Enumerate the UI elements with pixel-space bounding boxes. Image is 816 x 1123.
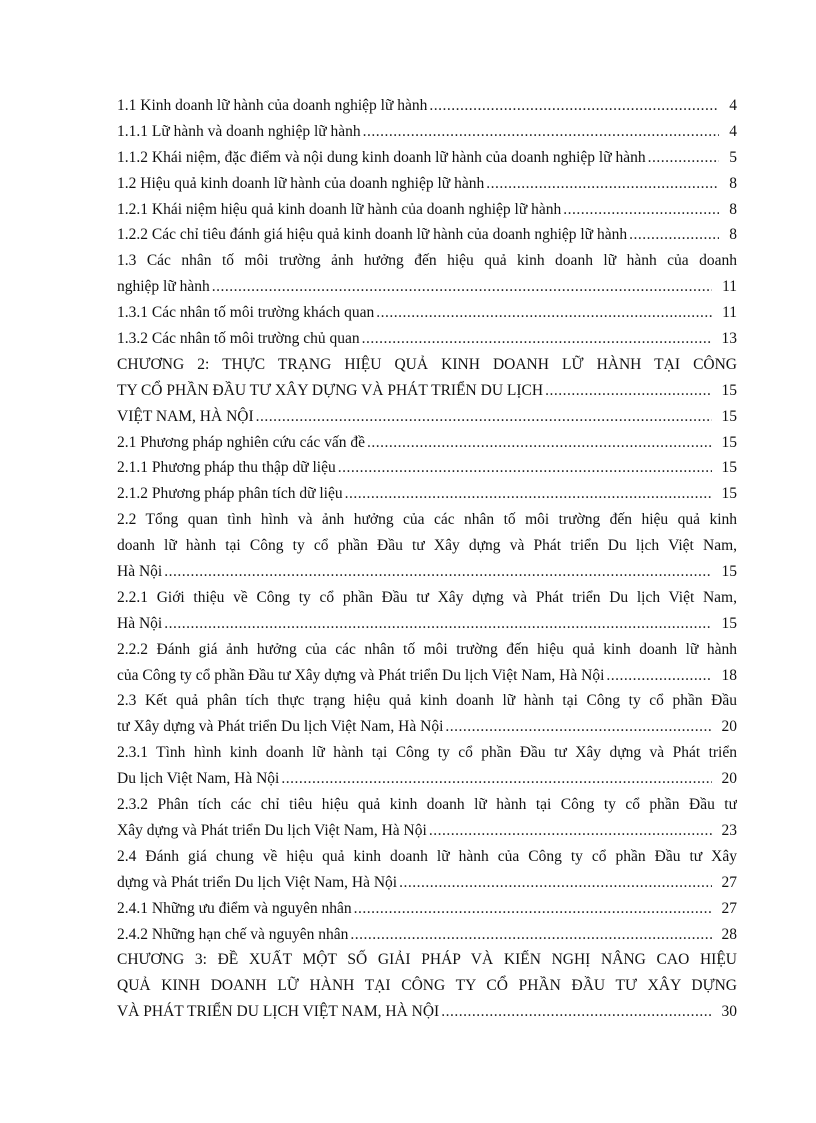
toc-entry[interactable]	[117, 585, 737, 611]
toc-entry-text: 2.4 Đánh giá chung về hiệu quả kinh doanh lữ hành của Công ty cổ phần Đầu tư Xây	[117, 847, 737, 865]
toc-entry-text: 1.1.1 Lữ hành và doanh nghiệp lữ hành	[117, 122, 361, 140]
toc-dot-leader	[427, 818, 712, 844]
toc-entry[interactable]	[117, 533, 737, 559]
toc-dot-leader	[360, 326, 712, 352]
toc-page-number: 20	[721, 770, 737, 788]
toc-entry[interactable]	[117, 481, 737, 507]
toc-page-number: 15	[721, 433, 737, 451]
toc-dot-leader	[343, 481, 712, 507]
toc-entry-text: Hà Nội	[117, 563, 163, 581]
toc-entry[interactable]	[117, 999, 737, 1025]
toc-entry-text: 1.3 Các nhân tố môi trường ảnh hưởng đến hiệu quả kinh doanh lữ hành của doanh	[117, 252, 737, 270]
toc-page-number: 11	[722, 278, 737, 296]
toc-entry[interactable]	[117, 352, 737, 378]
toc-entry[interactable]	[117, 611, 737, 637]
toc-entry-text: 2.1 Phương pháp nghiên cứu các vấn đề	[117, 433, 365, 451]
toc-entry-text: 2.1.1 Phương pháp thu thập dữ liệu	[117, 459, 336, 477]
toc-entry-text: VIỆT NAM, HÀ NỘI	[117, 407, 254, 425]
toc-entry[interactable]	[117, 637, 737, 663]
toc-entry-text: 2.4.2 Những hạn chế và nguyên nhân	[117, 925, 349, 943]
toc-entry-text: dựng và Phát triển Du lịch Việt Nam, Hà Nội	[117, 873, 398, 891]
toc-dot-leader	[210, 274, 712, 300]
toc-page-number: 11	[722, 304, 737, 322]
toc-dot-leader	[646, 145, 720, 171]
toc-entry[interactable]	[117, 766, 737, 792]
toc-entry[interactable]	[117, 922, 737, 948]
toc-page-number: 4	[729, 97, 737, 114]
toc-dot-leader	[443, 714, 711, 740]
toc-entry[interactable]	[117, 119, 737, 145]
toc-entry-text: CHƯƠNG 3: ĐỀ XUẤT MỘT SỐ GIẢI PHÁP VÀ KIẾN NGHỊ NÂNG CAO HIỆU	[117, 951, 737, 969]
toc-entry-text: 1.2.2 Các chỉ tiêu đánh giá hiệu quả kinh doanh lữ hành của doanh nghiệp lữ hành	[117, 226, 628, 244]
toc-entry[interactable]	[117, 714, 737, 740]
toc-entry-text: Xây dựng và Phát triển Du lịch Việt Nam, Hà Nội	[117, 821, 427, 839]
toc-dot-leader	[254, 404, 712, 430]
toc-dot-leader	[348, 922, 711, 948]
toc-entry-text: CHƯƠNG 2: THỰC TRẠNG HIỆU QUẢ KINH DOANH LỮ HÀNH TẠI CÔNG	[117, 355, 737, 373]
toc-entry-text: 1.3.1 Các nhân tố môi trường khách quan	[117, 304, 375, 322]
toc-page-number: 27	[721, 899, 737, 917]
toc-entry[interactable]	[117, 300, 737, 326]
toc-entry[interactable]	[117, 248, 737, 274]
toc-entry-text: TY CỔ PHẦN ĐẦU TƯ XÂY DỰNG VÀ PHÁT TRIỂN DU LỊCH	[117, 381, 544, 399]
toc-entry[interactable]	[117, 222, 737, 248]
toc-entry-text: tư Xây dựng và Phát triển Du lịch Việt Nam, Hà Nội	[117, 718, 444, 736]
toc-entry[interactable]	[117, 559, 737, 585]
toc-dot-leader	[543, 378, 711, 404]
toc-entry[interactable]	[117, 507, 737, 533]
toc-entry-text: 1.1 Kinh doanh lữ hành của doanh nghiệp lữ hành	[117, 97, 428, 114]
toc-entry[interactable]	[117, 455, 737, 481]
toc-entry[interactable]	[117, 973, 737, 999]
toc-page-number: 8	[729, 174, 737, 192]
toc-entry[interactable]	[117, 171, 737, 197]
toc-entry[interactable]	[117, 326, 737, 352]
toc-dot-leader	[397, 870, 711, 896]
toc-page-number: 8	[729, 226, 737, 244]
toc-entry-text: 2.3 Kết quả phân tích thực trạng hiệu quả kinh doanh lữ hành tại Công ty cổ phần Đầu	[117, 692, 737, 710]
toc-entry-text: VÀ PHÁT TRIỂN DU LỊCH VIỆT NAM, HÀ NỘI	[117, 1003, 440, 1021]
toc-page-number: 15	[721, 614, 737, 632]
toc-entry[interactable]	[117, 870, 737, 896]
toc-page-number: 27	[721, 873, 737, 891]
toc-entry[interactable]	[117, 792, 737, 818]
toc-entry-text: 2.2 Tổng quan tình hình và ảnh hưởng của các nhân tố môi trường đến hiệu quả kinh	[117, 511, 737, 529]
toc-entry-text: 2.2.2 Đánh giá ảnh hưởng của các nhân tố môi trường đến hiệu quả kinh doanh lữ hành	[117, 640, 737, 658]
toc-entry-text: 2.4.1 Những ưu điểm và nguyên nhân	[117, 899, 352, 917]
toc-entry-text: 1.2 Hiệu quả kinh doanh lữ hành của doanh nghiệp lữ hành	[117, 174, 485, 192]
toc-entry[interactable]	[117, 404, 737, 430]
toc-entry[interactable]	[117, 688, 737, 714]
toc-entry[interactable]	[117, 844, 737, 870]
toc-entry-text: nghiệp lữ hành	[117, 278, 210, 296]
toc-page-number: 5	[729, 148, 737, 166]
toc-entry-text: 2.2.1 Giới thiệu về Công ty cổ phần Đầu tư Xây dựng và Phát triển Du lịch Việt Nam,	[117, 588, 737, 606]
table-of-contents	[117, 93, 737, 1025]
toc-dot-leader	[365, 430, 712, 456]
toc-page-number: 15	[721, 407, 737, 425]
toc-entry[interactable]	[117, 378, 737, 404]
toc-entry-text: 2.1.2 Phương pháp phân tích dữ liệu	[117, 485, 343, 503]
toc-dot-leader	[627, 222, 719, 248]
toc-entry[interactable]	[117, 896, 737, 922]
toc-entry-text: QUẢ KINH DOANH LỮ HÀNH TẠI CÔNG TY CỔ PHẦN ĐẦU TƯ XÂY DỰNG	[117, 977, 737, 995]
toc-page-number: 20	[721, 718, 737, 736]
toc-entry-text: của Công ty cổ phần Đầu tư Xây dựng và Phát triển Du lịch Việt Nam, Hà Nội	[117, 666, 605, 684]
toc-dot-leader	[439, 999, 711, 1025]
toc-entry-text: 1.2.1 Khái niệm hiệu quả kinh doanh lữ hành của doanh nghiệp lữ hành	[117, 200, 562, 218]
toc-page-number: 13	[721, 330, 737, 348]
toc-dot-leader	[336, 455, 712, 481]
toc-dot-leader	[427, 93, 719, 119]
toc-entry[interactable]	[117, 947, 737, 973]
toc-dot-leader	[604, 663, 711, 689]
toc-page-number: 15	[721, 485, 737, 503]
toc-page-number: 8	[729, 200, 737, 218]
toc-entry[interactable]	[117, 145, 737, 171]
toc-entry-text: Du lịch Việt Nam, Hà Nội	[117, 770, 280, 788]
toc-entry[interactable]	[117, 274, 737, 300]
toc-entry[interactable]	[117, 93, 737, 119]
toc-entry[interactable]	[117, 818, 737, 844]
toc-page-number: 23	[721, 821, 737, 839]
toc-page-number: 15	[721, 381, 737, 399]
toc-page-number: 15	[721, 459, 737, 477]
toc-dot-leader	[352, 896, 712, 922]
toc-dot-leader	[162, 611, 711, 637]
toc-entry-text: 2.3.2 Phân tích các chỉ tiêu hiệu quả kinh doanh lữ hành tại Công ty cổ phần Đầu tư	[117, 796, 737, 814]
toc-page-number: 15	[721, 563, 737, 581]
toc-entry-text: 1.3.2 Các nhân tố môi trường chủ quan	[117, 330, 360, 348]
toc-entry-text: Hà Nội	[117, 614, 163, 632]
toc-page-number: 28	[721, 925, 737, 943]
toc-page-number: 18	[721, 666, 737, 684]
toc-entry[interactable]	[117, 663, 737, 689]
toc-dot-leader	[162, 559, 711, 585]
toc-dot-leader	[279, 766, 711, 792]
toc-dot-leader	[361, 119, 720, 145]
toc-page-number: 4	[729, 122, 737, 140]
toc-entry-text: doanh lữ hành tại Công ty cổ phần Đầu tư Xây dựng và Phát triển Du lịch Việt Nam,	[117, 537, 737, 555]
toc-entry[interactable]	[117, 740, 737, 766]
toc-page-number: 30	[721, 1003, 737, 1021]
toc-entry-text: 2.3.1 Tình hình kinh doanh lữ hành tại Công ty cổ phần Đầu tư Xây dựng và Phát triển	[117, 744, 737, 762]
toc-dot-leader	[374, 300, 712, 326]
toc-dot-leader	[561, 197, 719, 223]
toc-dot-leader	[484, 171, 719, 197]
toc-entry[interactable]	[117, 197, 737, 223]
toc-entry[interactable]	[117, 430, 737, 456]
toc-entry-text: 1.1.2 Khái niệm, đặc điểm và nội dung kinh doanh lữ hành của doanh nghiệp lữ hành	[117, 148, 646, 166]
